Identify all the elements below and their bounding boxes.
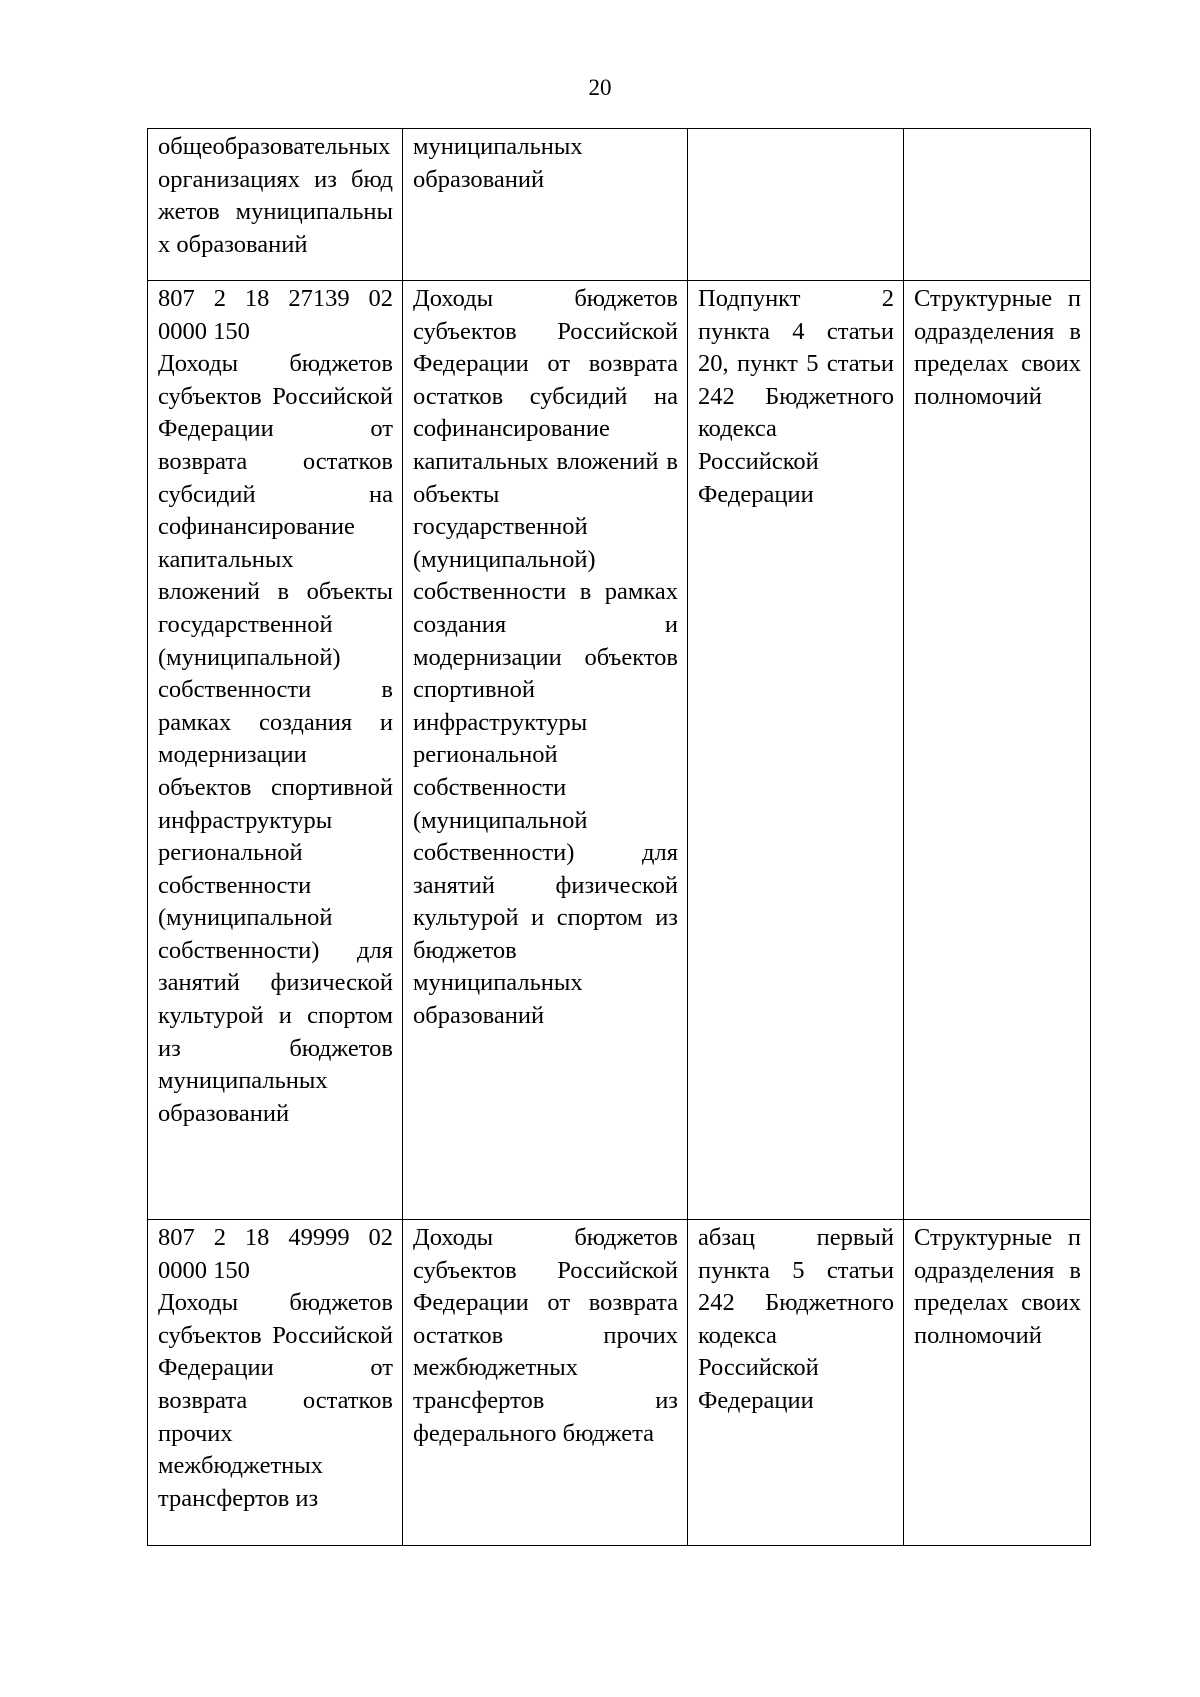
code-description: Доходы бюджетов субъектов Российской Федерации от возврата остатков субсидий на софинансирование капитальных вложений в объекты государственной (муниципальной) собственности в рамках создания и модернизации объектов спортивной инфраструктуры региональной собственности (муниципальной собственности) для занятий физической культурой и спортом из бюджетов муниципальных образований xyxy=(158,350,393,1127)
code-cell xyxy=(148,129,403,281)
document-table xyxy=(147,128,1091,1546)
budget-code: 807 2 18 27139 02 0000 150 xyxy=(158,285,393,345)
table-row xyxy=(148,129,1091,281)
code-description: общеобразовательных организациях из бюджетов муниципальных образований xyxy=(158,133,393,258)
code-cell xyxy=(148,1220,403,1546)
name-cell xyxy=(403,281,688,1220)
name-cell xyxy=(403,129,688,281)
basis-cell xyxy=(688,1220,904,1546)
executor-cell xyxy=(904,1220,1091,1546)
code-description: Доходы бюджетов субъектов Российской Федерации от возврата остатков прочих межбюджетных трансфертов из xyxy=(158,1289,393,1512)
income-name: муниципальных образований xyxy=(413,133,583,193)
legal-basis: абзац первый пункта 5 статьи 242 Бюджетного кодекса Российской Федерации xyxy=(698,1224,894,1414)
basis-cell xyxy=(688,281,904,1220)
code-cell xyxy=(148,281,403,1220)
executor-cell xyxy=(904,129,1091,281)
basis-cell xyxy=(688,129,904,281)
income-name: Доходы бюджетов субъектов Российской Федерации от возврата остатков прочих межбюджетных трансфертов из федерального бюджета xyxy=(413,1224,678,1447)
executor: Структурные подразделения в пределах своих полномочий xyxy=(914,285,1081,410)
page-number: 20 xyxy=(588,75,612,100)
name-cell xyxy=(403,1220,688,1546)
table-row xyxy=(148,281,1091,1220)
executor: Структурные подразделения в пределах своих полномочий xyxy=(914,1224,1081,1349)
table-row xyxy=(148,1220,1091,1546)
legal-basis: Подпункт 2 пункта 4 статьи 20, пункт 5 статьи 242 Бюджетного кодекса Российской Федерации xyxy=(698,285,894,508)
income-name: Доходы бюджетов субъектов Российской Федерации от возврата остатков субсидий на софинансирование капитальных вложений в объекты государственной (муниципальной) собственности в рамках создания и модернизации объектов спортивной инфраструктуры региональной собственности (муниципальной собственности) для занятий физической культурой и спортом из бюджетов муниципальных образований xyxy=(413,285,678,1030)
budget-code: 807 2 18 49999 02 0000 150 xyxy=(158,1224,393,1284)
executor-cell xyxy=(904,281,1091,1220)
